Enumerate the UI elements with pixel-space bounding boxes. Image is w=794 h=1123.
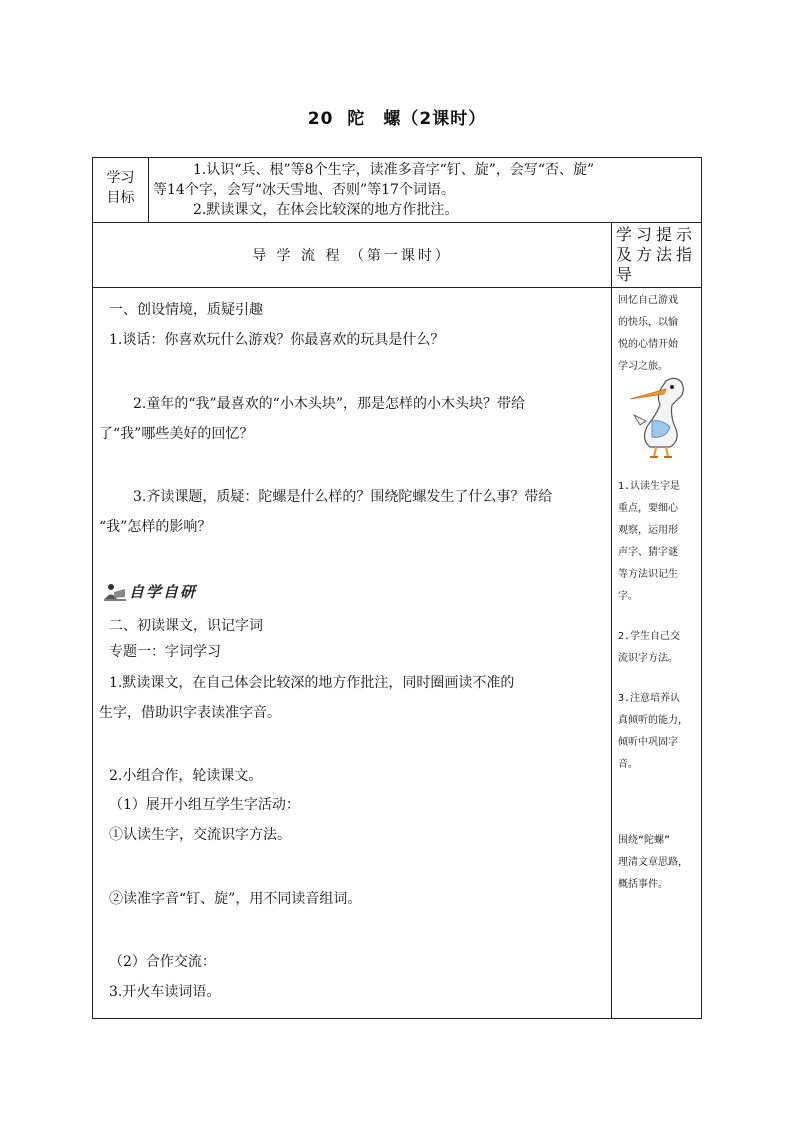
self-study-badge-text: 自学自研 — [129, 583, 198, 601]
content-cell — [93, 288, 612, 1019]
goal-line-3: 2.默读课文，在体会比较深的地方作批注。 — [193, 202, 459, 218]
tip-line: 悦的心情开始 — [618, 339, 678, 350]
tip-line: 倾听中巩固字 — [618, 737, 678, 748]
content-line: （2）合作交流： — [109, 954, 216, 970]
content-line: 2.童年的“我”最喜欢的“小木头块”，那是怎样的小木头块？带给 — [133, 396, 525, 412]
tip-line: 音。 — [618, 759, 638, 770]
tip-line: 概括事件。 — [618, 879, 668, 890]
tip-line: 回忆自己游戏 — [618, 295, 678, 306]
tip-line: 真倾听的能力， — [618, 715, 688, 726]
goals-row — [93, 158, 702, 223]
tip-line: 的快乐，以愉 — [618, 317, 678, 328]
tip-line: 声字、猜字谜 — [618, 547, 678, 558]
content-line: 2.小组合作，轮读课文。 — [109, 768, 263, 784]
content-line: 1.谈话：你喜欢玩什么游戏？你最喜欢的玩具是什么？ — [109, 332, 445, 348]
tips-header: 学习提示及方法指导 — [612, 223, 702, 288]
content-line: （1）展开小组互学生字活动： — [109, 797, 300, 813]
content-line: ①认读生字，交流识字方法。 — [109, 827, 291, 843]
tip-line: 重点，要细心 — [618, 503, 678, 514]
tip-line: 等方法识记生 — [618, 569, 678, 580]
lesson-number: 20 — [307, 109, 334, 129]
goal-line-1: 1.认识“兵、根”等8个生字，读准多音字“钉、旋”，会写“否、旋” — [193, 162, 595, 178]
page-title — [0, 104, 794, 129]
reading-person-icon — [103, 583, 127, 601]
tip-line: 2.学生自己交 — [618, 631, 681, 642]
goal-line-2: 等14个字，会写“冰天雪地、否则”等17个词语。 — [153, 182, 455, 198]
content-line: “我”怎样的影响？ — [99, 519, 212, 535]
crane-mascot-icon — [626, 375, 694, 459]
tip-line: 流识字方法。 — [618, 653, 678, 664]
tip-line: 学习之旅。 — [618, 361, 668, 372]
content-line: 二、初读课文，识记字词 — [109, 618, 263, 634]
tip-line: 观察，运用形 — [618, 525, 678, 536]
content-line: 1.默读课文，在自己体会比较深的地方作批注，同时圈画读不准的 — [109, 675, 515, 691]
content-line: 了“我”哪些美好的回忆？ — [99, 426, 254, 442]
goals-label-line2: 目标 — [106, 190, 135, 206]
self-study-badge — [103, 581, 253, 603]
header-row — [93, 223, 702, 288]
content-line: 专题一：字词学习 — [109, 644, 221, 660]
tip-line: 1.认读生字是 — [618, 481, 681, 492]
content-line: 3.开火车读词语。 — [109, 984, 221, 1000]
flow-header: 导 学 流 程 （第一课时） — [93, 223, 612, 288]
tip-line: 理清文章思路， — [618, 857, 688, 868]
tip-line: 围绕“陀螺” — [618, 835, 671, 846]
goals-label-line1: 学习 — [106, 170, 135, 186]
lesson-plan-table — [92, 157, 702, 1019]
tips-area — [612, 288, 701, 1018]
content-line: ②读准字音“钉、旋”，用不同读音组词。 — [109, 891, 362, 907]
content-line: 生字，借助识字表读准字音。 — [99, 705, 281, 721]
tips-cell — [612, 288, 702, 1019]
content-area — [93, 288, 611, 1018]
tip-line: 字。 — [618, 591, 638, 602]
content-line: 一、创设情境，质疑引趣 — [109, 302, 263, 318]
tip-line: 3.注意培养认 — [618, 693, 681, 704]
content-line: 3.齐读课题，质疑：陀螺是什么样的？围绕陀螺发生了什么事？带给 — [133, 489, 553, 505]
content-row — [93, 288, 702, 1019]
goals-label-cell — [93, 158, 149, 223]
lesson-title: 陀 螺（2课时） — [347, 109, 487, 129]
goals-text-cell — [149, 158, 702, 223]
